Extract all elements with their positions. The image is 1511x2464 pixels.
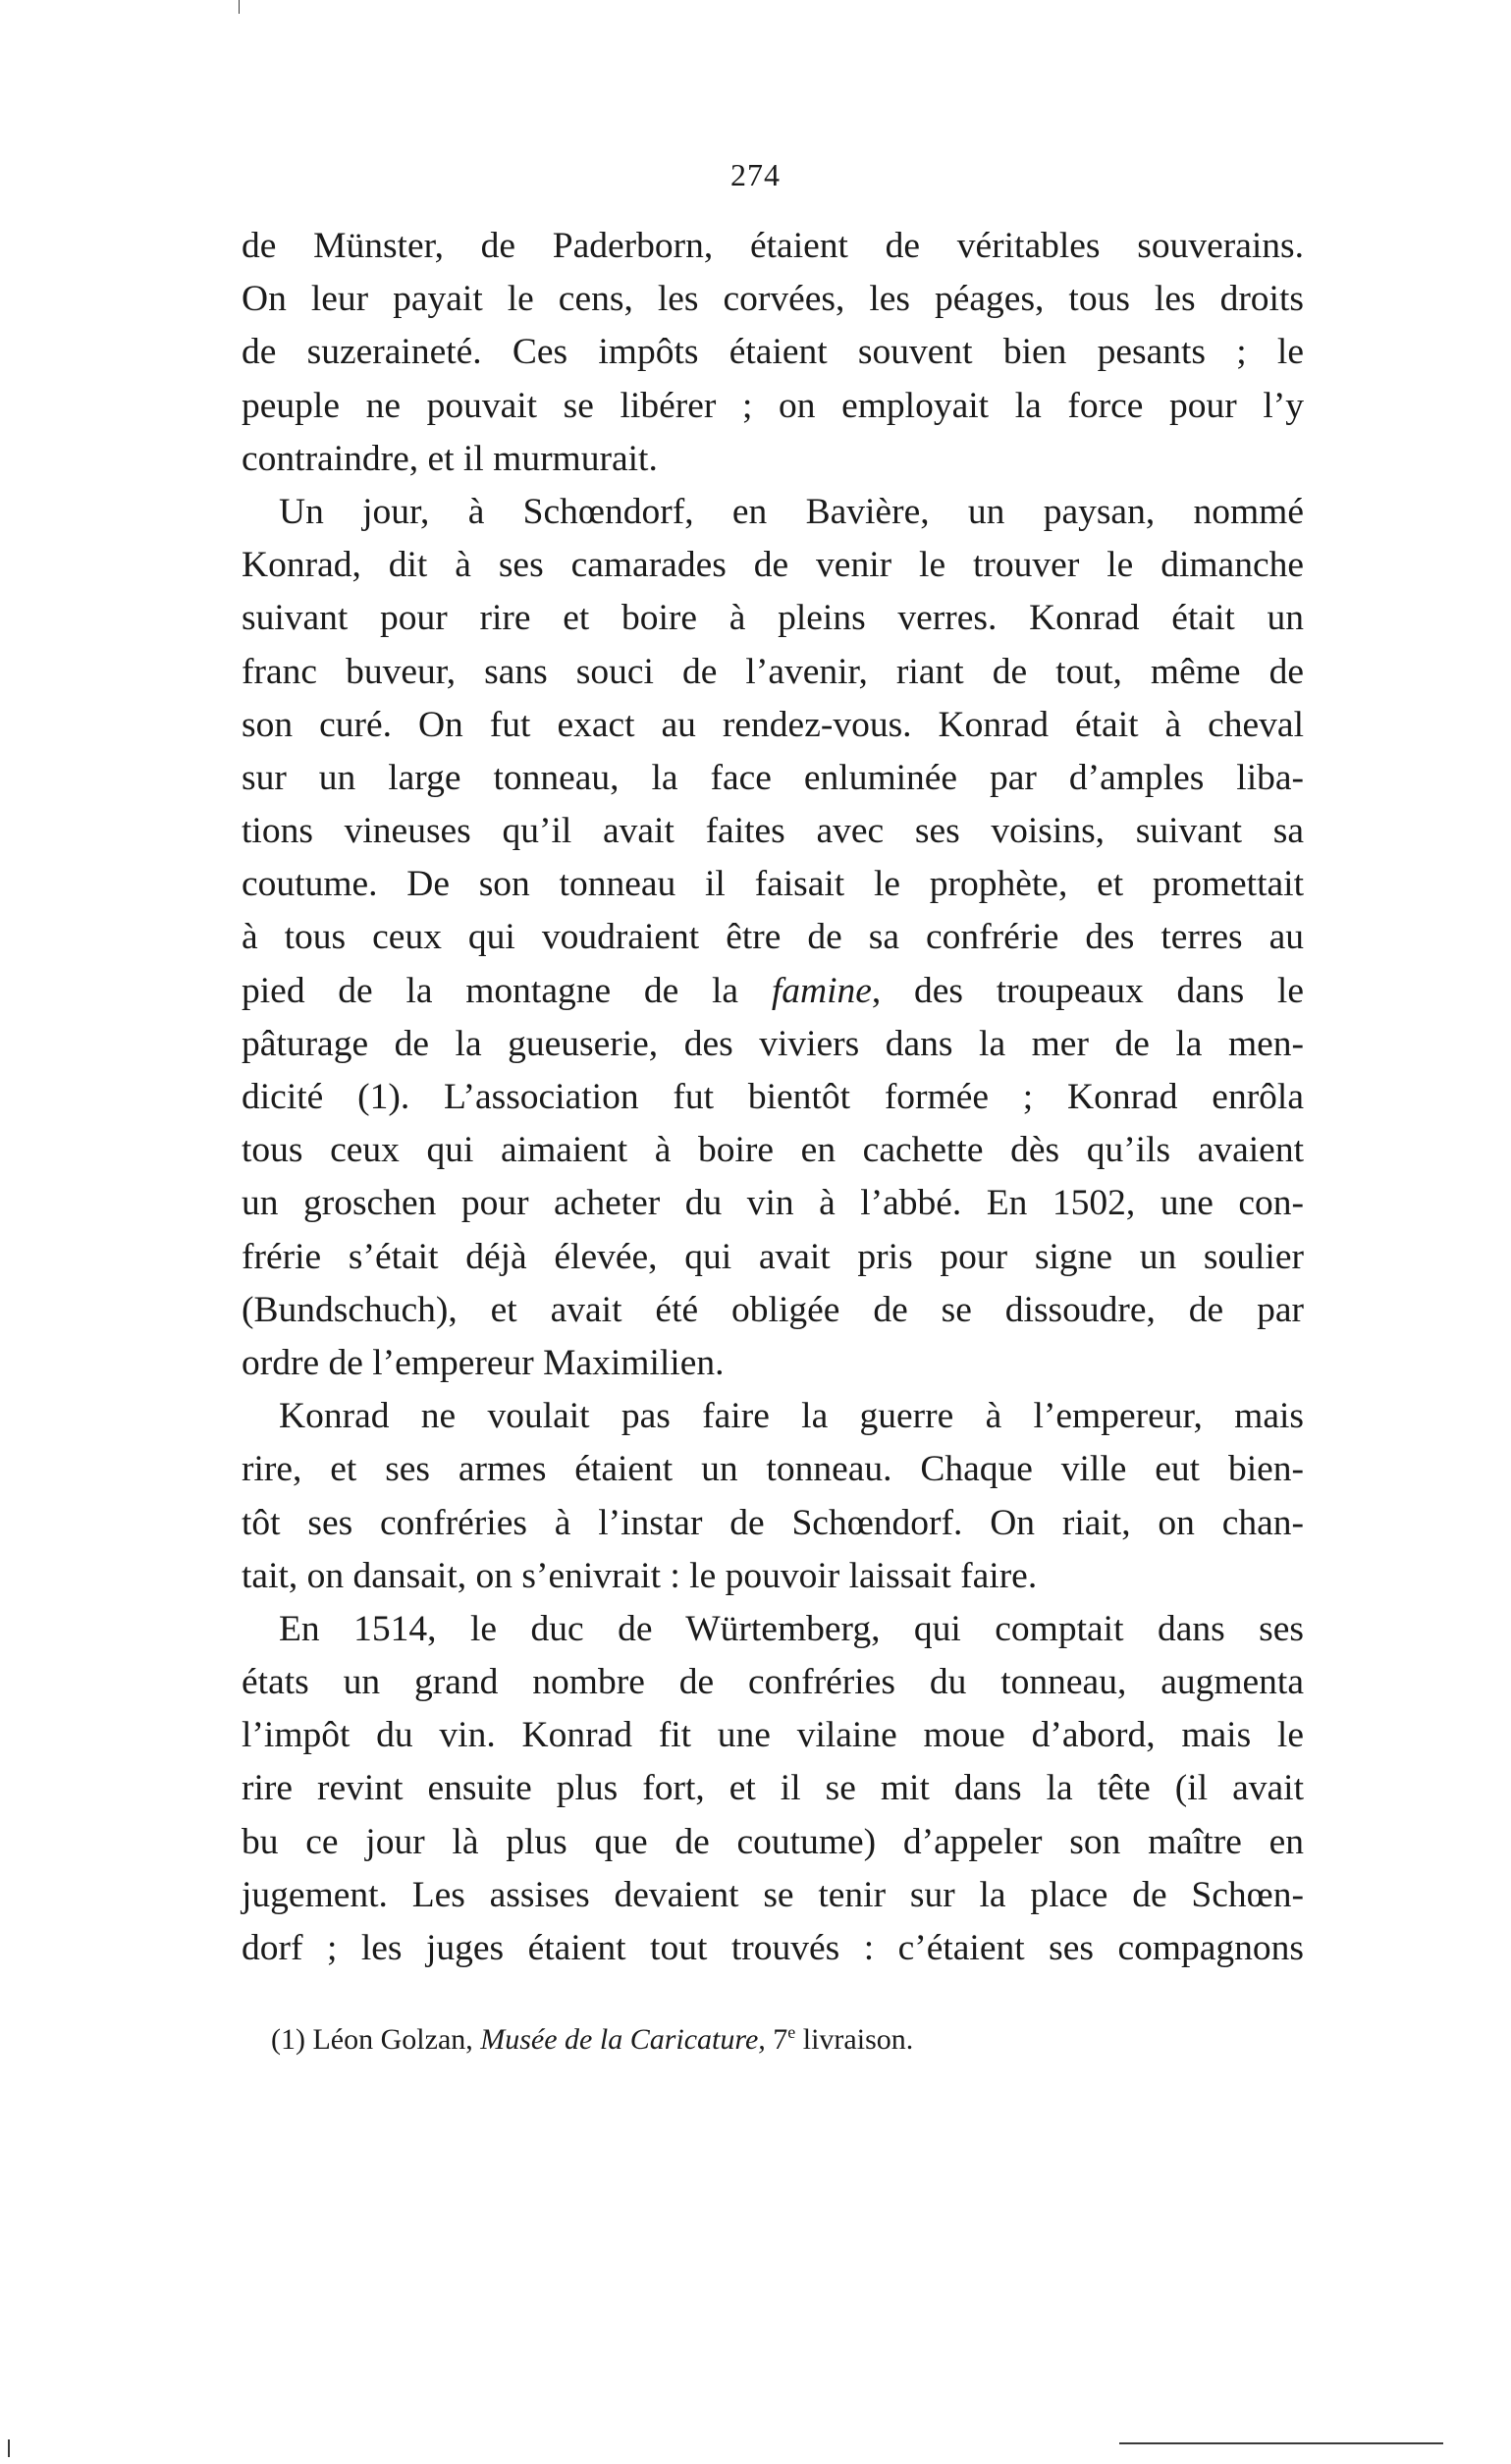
text-line: états un grand nombre de confréries du tonneau, augmenta bbox=[242, 1662, 1304, 1703]
scan-artifact bbox=[239, 0, 240, 14]
text-line: Un jour, à Schœndorf, en Bavière, un paysan, nommé bbox=[279, 491, 1304, 532]
text-line: bu ce jour là plus que de coutume) d’appeler son maître en bbox=[242, 1821, 1304, 1862]
text-line: suivant pour rire et boire à pleins verres. Konrad était un bbox=[242, 598, 1304, 639]
text-line: En 1514, le duc de Würtemberg, qui comptait dans ses bbox=[279, 1608, 1304, 1649]
footnote-issue-number: 7 bbox=[773, 2023, 788, 2056]
text-line: (Bundschuch), et avait été obligée de se dissoudre, de par bbox=[242, 1289, 1304, 1330]
text-line-mixed bbox=[242, 965, 1304, 1018]
text-line: jugement. Les assises devaient se tenir sur la place de Schœn- bbox=[242, 1874, 1304, 1915]
scan-artifact bbox=[1119, 2442, 1443, 2444]
text-line: à tous ceux qui voudraient être de sa confrérie des terres au bbox=[242, 917, 1304, 958]
text-line: coutume. De son tonneau il faisait le prophète, et promettait bbox=[242, 864, 1304, 905]
text-line: rire revint ensuite plus fort, et il se mit dans la tête (il avait bbox=[242, 1768, 1304, 1809]
footnote-author: Léon Golzan, bbox=[312, 2023, 473, 2056]
text-segment: , des troupeaux dans le bbox=[871, 970, 1304, 1011]
footnote bbox=[271, 2022, 913, 2057]
text-line: dorf ; les juges étaient tout trouvés : c’étaient ses compagnons bbox=[242, 1928, 1304, 1968]
text-line: Konrad, dit à ses camarades de venir le trouver le dimanche bbox=[242, 545, 1304, 586]
text-line: tions vineuses qu’il avait faites avec ses voisins, suivant sa bbox=[242, 811, 1304, 852]
text-line: contraindre, et il murmurait. bbox=[242, 438, 658, 479]
text-line: l’impôt du vin. Konrad fit une vilaine moue d’abord, mais le bbox=[242, 1715, 1304, 1756]
text-line: ordre de l’empereur Maximilien. bbox=[242, 1342, 725, 1383]
text-line: rire, et ses armes étaient un tonneau. Chaque ville eut bien- bbox=[242, 1449, 1304, 1490]
text-line: de Münster, de Paderborn, étaient de véritables souverains. bbox=[242, 226, 1304, 266]
text-line: peuple ne pouvait se libérer ; on employait la force pour l’y bbox=[242, 385, 1304, 426]
text-line: franc buveur, sans souci de l’avenir, riant de tout, même de bbox=[242, 651, 1304, 692]
body-text bbox=[242, 220, 1304, 1975]
text-line: On leur payait le cens, les corvées, les péages, tous les droits bbox=[242, 279, 1304, 320]
text-line: un groschen pour acheter du vin à l’abbé. En 1502, une con- bbox=[242, 1183, 1304, 1224]
italic-word: famine bbox=[771, 970, 872, 1011]
footnote-title: Musée de la Caricature, bbox=[480, 2023, 766, 2056]
text-line: tait, on dansait, on s’enivrait : le pouvoir laissait faire. bbox=[242, 1555, 1038, 1596]
text-line: dicité (1). L’association fut bientôt formée ; Konrad enrôla bbox=[242, 1077, 1304, 1117]
page-number: 274 bbox=[730, 157, 781, 192]
text-line: pâturage de la gueuserie, des viviers dans la mer de la men- bbox=[242, 1023, 1304, 1064]
text-line: de suzeraineté. Ces impôts étaient souvent bien pesants ; le bbox=[242, 332, 1304, 373]
text-line: sur un large tonneau, la face enluminée par d’amples liba- bbox=[242, 757, 1304, 798]
text-line: son curé. On fut exact au rendez-vous. Konrad était à cheval bbox=[242, 704, 1304, 745]
text-line: tôt ses confréries à l’instar de Schœndorf. On riait, on chan- bbox=[242, 1502, 1304, 1543]
footnote-issue-word: livraison. bbox=[802, 2023, 914, 2056]
footnote-issue-superscript: e bbox=[787, 2022, 796, 2042]
text-line: Konrad ne voulait pas faire la guerre à l’empereur, mais bbox=[279, 1396, 1304, 1437]
footnote-marker: (1) bbox=[271, 2023, 305, 2056]
scan-artifact bbox=[8, 2439, 10, 2457]
text-line: frérie s’était déjà élevée, qui avait pris pour signe un soulier bbox=[242, 1236, 1304, 1277]
text-line: tous ceux qui aimaient à boire en cachette dès qu’ils avaient bbox=[242, 1130, 1304, 1171]
text-segment: pied de la montagne de la bbox=[242, 970, 772, 1011]
